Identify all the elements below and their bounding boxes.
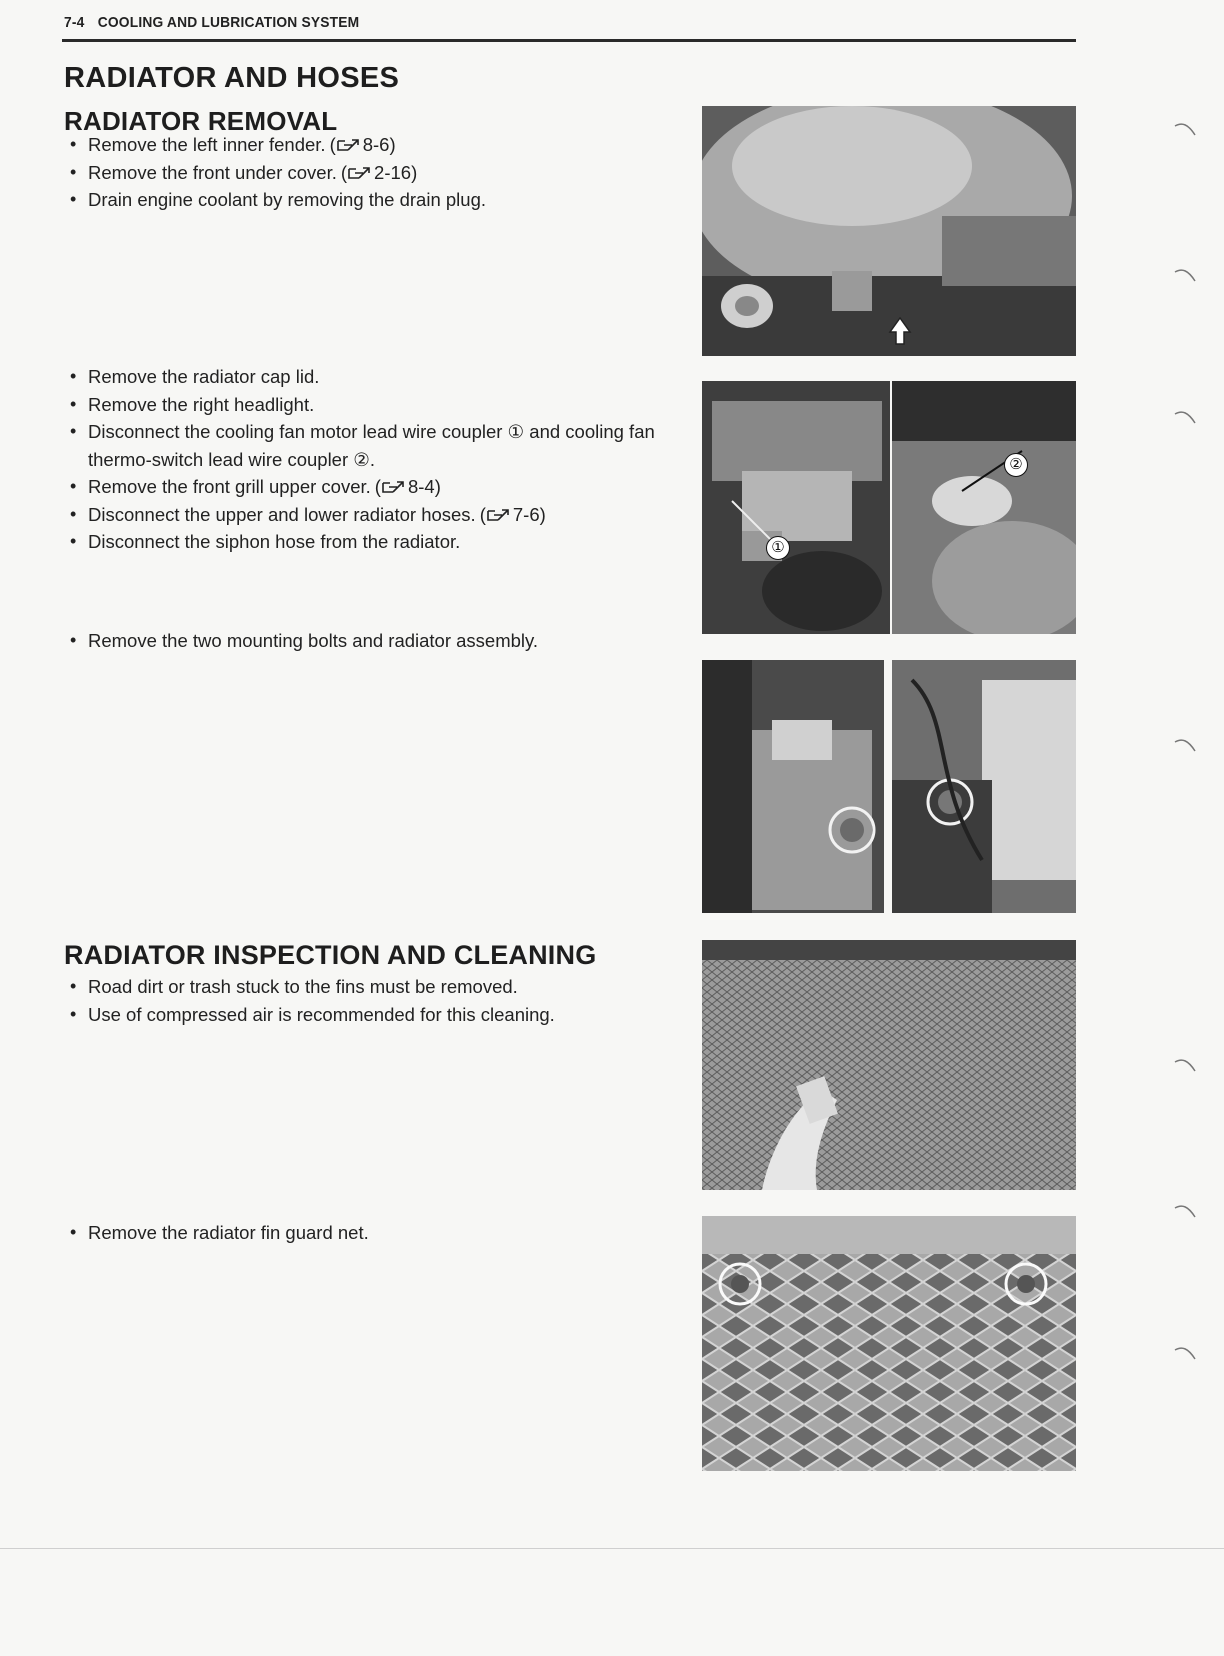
step-item <box>64 627 684 655</box>
margin-mark <box>1174 1058 1196 1072</box>
step-text: Remove the front under cover. <box>88 161 337 183</box>
step-text: Road dirt or trash stuck to the fins must be removed. <box>88 976 518 997</box>
photo-mounting-bolt-left <box>702 660 884 913</box>
step-text: Remove the front grill upper cover. <box>88 476 371 497</box>
step-text: Disconnect the upper and lower radiator hoses. <box>88 503 476 525</box>
removal-heading: RADIATOR REMOVAL <box>64 106 338 136</box>
bullet: • <box>70 503 77 524</box>
inspection-steps-1 <box>64 973 684 1028</box>
photo-fin-cleaning <box>702 940 1076 1190</box>
bullet: • <box>70 630 77 650</box>
page-reference: ( 2-16) <box>340 161 418 183</box>
step-item <box>64 528 664 556</box>
bullet: • <box>70 189 77 209</box>
ref-book-icon <box>336 138 362 152</box>
step-item <box>64 1219 684 1247</box>
bullet: • <box>70 976 77 996</box>
ref-book-icon <box>381 480 407 494</box>
bullet: • <box>70 1003 77 1024</box>
section-title: COOLING AND LUBRICATION SYSTEM <box>97 14 360 31</box>
step-text: Disconnect the siphon hose from the radiator. <box>88 531 461 552</box>
margin-mark <box>1174 410 1196 424</box>
ref-book-icon <box>347 166 373 180</box>
reference-page: 8-6 <box>362 134 390 155</box>
page-reference: ( 7-6) <box>479 503 546 525</box>
removal-steps-1 <box>64 131 684 214</box>
photo-coupler-2 <box>892 381 1076 634</box>
step-item <box>64 363 664 391</box>
page-bottom-rule <box>0 1548 1224 1549</box>
page-reference: ( 8-4) <box>374 476 441 497</box>
step-text: Remove the right headlight. <box>88 393 315 415</box>
margin-mark <box>1174 122 1196 136</box>
step-item <box>64 131 684 159</box>
header-rule <box>62 39 1076 42</box>
bullet: • <box>70 1222 77 1242</box>
margin-mark <box>1174 268 1196 282</box>
step-item <box>64 186 684 214</box>
main-title: RADIATOR AND HOSES <box>64 62 400 94</box>
bullet: • <box>70 366 77 386</box>
removal-steps-3 <box>64 627 684 655</box>
photo-mounting-bolt-right <box>892 660 1076 913</box>
callout-1: ① <box>766 536 790 560</box>
page-reference: ( 8-6) <box>329 134 396 155</box>
step-text: Remove the radiator cap lid. <box>88 366 320 387</box>
step-item <box>64 418 664 473</box>
step-item <box>64 1001 684 1029</box>
photo-coupler-1 <box>702 381 890 634</box>
step-item <box>64 973 684 1001</box>
step-text: Remove the left inner fender. <box>88 134 326 155</box>
running-header <box>64 14 359 31</box>
margin-mark <box>1174 738 1196 752</box>
step-item <box>64 473 664 501</box>
step-text: Disconnect the cooling fan motor lead wire coupler ① and cooling fan thermo-switch lead wire coupler ②. <box>88 421 655 470</box>
removal-steps-2 <box>64 363 664 556</box>
reference-page: 8-4 <box>407 476 435 497</box>
step-item <box>64 391 664 419</box>
margin-mark <box>1174 1204 1196 1218</box>
reference-page: 2-16 <box>374 161 412 183</box>
step-item <box>64 501 664 529</box>
bullet: • <box>70 393 77 414</box>
page-number: 7-4 <box>64 14 85 31</box>
photo-drain-plug <box>702 106 1076 356</box>
bullet: • <box>70 421 77 441</box>
photo-fin-guard-net <box>702 1216 1076 1471</box>
bullet: • <box>70 161 77 182</box>
step-item <box>64 159 684 187</box>
step-text: Remove the radiator fin guard net. <box>88 1222 369 1243</box>
inspection-steps-2 <box>64 1219 684 1247</box>
step-text: Remove the two mounting bolts and radiator assembly. <box>88 630 539 651</box>
reference-page: 7-6 <box>512 503 540 525</box>
step-text: Use of compressed air is recommended for this cleaning. <box>88 1003 555 1025</box>
callout-2: ② <box>1004 453 1028 477</box>
ref-book-icon <box>486 508 512 522</box>
bullet: • <box>70 476 77 496</box>
bullet: • <box>70 531 77 551</box>
inspection-heading: RADIATOR INSPECTION AND CLEANING <box>64 940 597 970</box>
step-text: Drain engine coolant by removing the drain plug. <box>88 189 486 210</box>
bullet: • <box>70 134 77 154</box>
margin-mark <box>1174 1346 1196 1360</box>
